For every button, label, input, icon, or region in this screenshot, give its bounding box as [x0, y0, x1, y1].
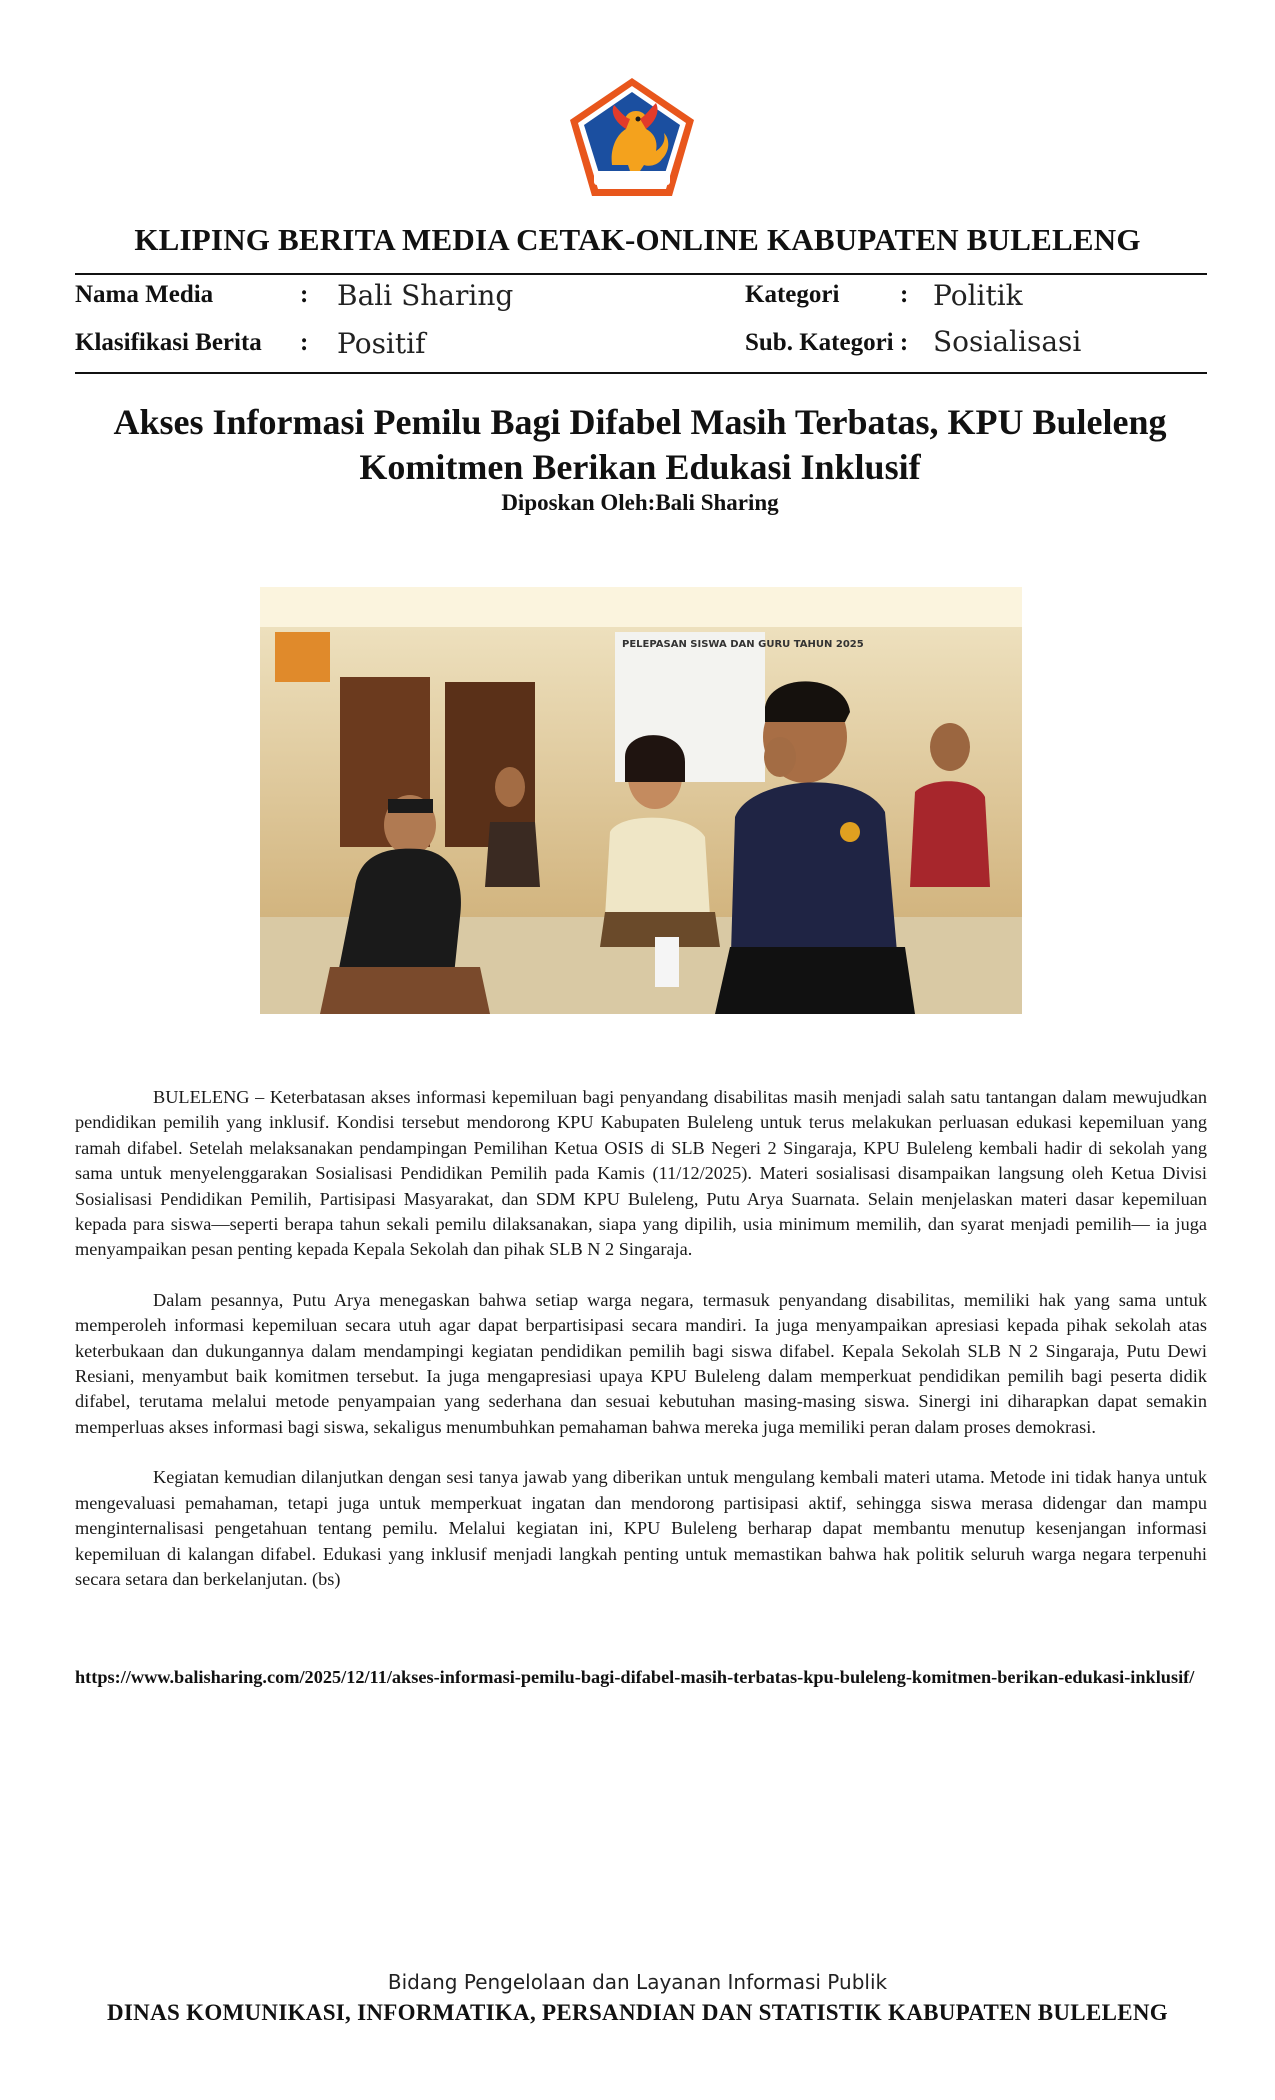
- emblem-icon: [566, 75, 698, 200]
- media-name-colon: :: [300, 281, 309, 308]
- media-name-label: Nama Media: [75, 281, 214, 308]
- buleleng-emblem-logo: [566, 75, 698, 200]
- article-headline: Akses Informasi Pemilu Bagi Difabel Masih Terbatas, KPU Buleleng Komitmen Berikan Edukasi Inklusif: [113, 402, 1167, 487]
- footer-department: Bidang Pengelolaan dan Layanan Informasi Publik: [387, 1970, 888, 1994]
- article-photo: [260, 587, 1022, 1014]
- students-sosialisasi-photo: [260, 587, 1022, 1014]
- header-bottom-divider: [75, 372, 1207, 374]
- article-body: [75, 1085, 1207, 1617]
- category-value: Politik: [933, 279, 1023, 312]
- classification-label: Klasifikasi Berita: [75, 329, 262, 356]
- footer-agency: DINAS KOMUNIKASI, INFORMATIKA, PERSANDIAN DAN STATISTIK KABUPATEN BULELENG: [107, 2000, 1168, 2025]
- article-paragraph: BULELENG – Keterbatasan akses informasi kepemiluan bagi penyandang disabilitas masih menjadi salah satu tantangan dalam mewujudkan pendidikan pemilih yang inklusif. Kondisi tersebut mendorong KPU Kabupaten Buleleng untuk terus melakukan perluasan edukasi kepemiluan yang ramah difabel. Setelah melaksanakan pendampingan Pemilihan Ketua OSIS di SLB Negeri 2 Singaraja, KPU Buleleng kembali hadir di sekolah yang sama untuk menyelenggarakan Sosialisasi Pendidikan Pemilih pada Kamis (11/12/2025). Materi sosialisasi disampaikan langsung oleh Ketua Divisi Sosialisasi Pendidikan Pemilih, Partisipasi Masyarakat, dan SDM KPU Buleleng, Putu Arya Suarnata. Selain menjelaskan materi dasar kepemiluan kepada para siswa—seperti berapa tahun sekali pemilu dilaksanakan, siapa yang dipilih, usia minimum memilih, dan syarat menjadi pemilih— ia juga menyampaikan pesan penting kepada Kepala Sekolah dan pihak SLB N 2 Singaraja.: [75, 1087, 1207, 1260]
- article-paragraph: Kegiatan kemudian dilanjutkan dengan sesi tanya jawab yang diberikan untuk mengulang kembali materi utama. Metode ini tidak hanya untuk mengevaluasi pemahaman, tetapi juga untuk memperkuat ingatan dan mendorong partisipasi aktif, sehingga siswa merasa didengar dan mampu menginternalisasi pengetahuan tentang pemilu. Melalui kegiatan ini, KPU Buleleng berharap dapat membantu menutup kesenjangan informasi kepemiluan di kalangan difabel. Edukasi yang inklusif menjadi langkah penting untuk memastikan bahwa hak politik seluruh warga negara terpenuhi secara setara dan berkelanjutan. (bs): [75, 1467, 1207, 1589]
- category-label: Kategori: [745, 281, 840, 308]
- document-header-title: KLIPING BERITA MEDIA CETAK-ONLINE KABUPATEN BULELENG: [134, 222, 1141, 257]
- article-paragraph: Dalam pesannya, Putu Arya menegaskan bahwa setiap warga negara, termasuk penyandang disabilitas, memiliki hak yang sama untuk memperoleh informasi kepemiluan secara utuh agar dapat berpartisipasi secara mandiri. Ia juga menyampaikan apresiasi kepada pihak sekolah atas keterbukaan dan dukungannya dalam mendampingi kegiatan pendidikan pemilih bagi siswa difabel. Kepala Sekolah SLB N 2 Singaraja, Putu Dewi Resiani, menyambut baik komitmen tersebut. Ia juga mengapresiasi upaya KPU Buleleng dalam memperkuat pendidikan pemilih bagi peserta didik difabel, terutama melalui metode penyampaian yang sederhana dan sesuai kebutuhan masing-masing siswa. Sinergi ini diharapkan dapat semakin memperluas akses informasi bagi siswa, sekaligus menumbuhkan pemahaman bahwa mereka juga memiliki peran dalam proses demokrasi.: [75, 1289, 1207, 1437]
- source-link[interactable]: https://www.balisharing.com/2025/12/11/akses-informasi-pemilu-bagi-difabel-masih-terbatas-kpu-buleleng-komitmen-berikan-edukasi-inklusif/: [75, 1667, 1195, 1687]
- category-colon: :: [900, 281, 909, 308]
- photo-banner-text: PELEPASAN SISWA DAN GURU TAHUN 2025: [622, 639, 864, 650]
- subcategory-label: Sub. Kategori :: [745, 329, 909, 356]
- header-top-divider: [75, 273, 1207, 275]
- classification-colon: :: [300, 329, 309, 356]
- article-byline: Diposkan Oleh:Bali Sharing: [501, 490, 779, 515]
- classification-value: Positif: [337, 327, 426, 360]
- media-name-value: Bali Sharing: [337, 279, 514, 312]
- subcategory-value: Sosialisasi: [933, 325, 1082, 358]
